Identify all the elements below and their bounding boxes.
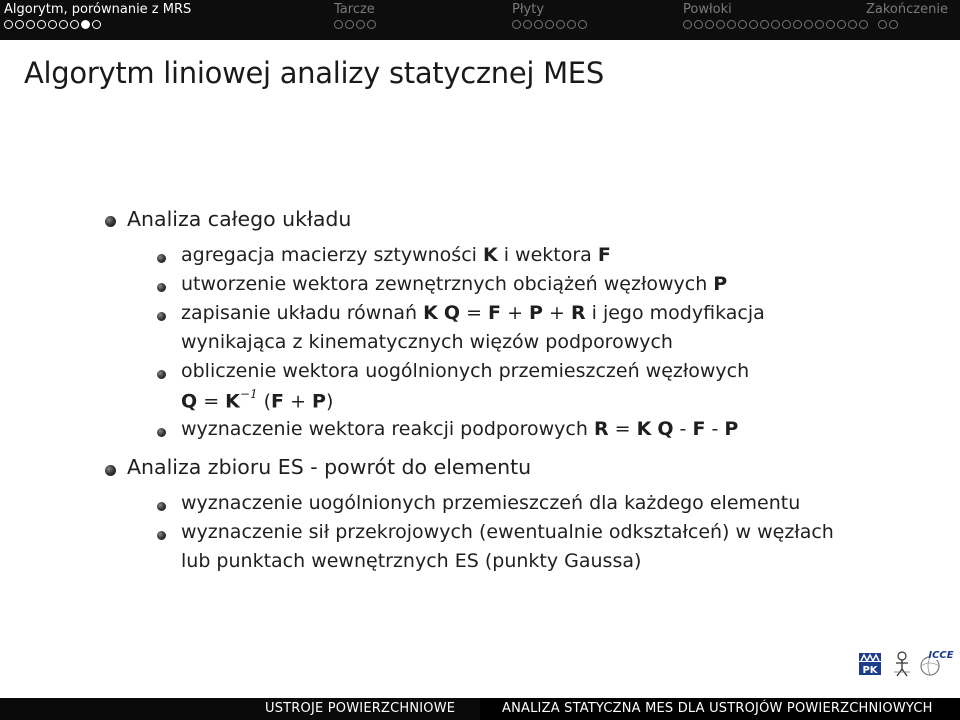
nav-section-title[interactable]: Płyty: [512, 2, 545, 17]
list-item: wyznaczenie sił przekrojowych (ewentualnie odkształceń) w węzłach: [181, 521, 834, 543]
nav-dot-gap: [870, 20, 877, 32]
matrix-symbol: K: [482, 244, 498, 266]
nav-section-title[interactable]: Zakończenie: [866, 2, 948, 17]
footer-right: [480, 698, 960, 720]
item-text: agregacja macierzy sztywności: [181, 244, 483, 266]
sub-bullet-icon: [157, 254, 166, 263]
vector-symbol: R: [570, 302, 586, 324]
sub-bullet-icon: [157, 531, 166, 540]
nav-dot[interactable]: [92, 20, 101, 29]
icce-logo: [920, 646, 954, 678]
nav-dot[interactable]: [367, 20, 376, 29]
matrix-symbol: K: [225, 390, 240, 413]
section-heading: Analiza całego układu: [127, 207, 352, 231]
nav-frame-dots: [512, 20, 588, 32]
nav-dot[interactable]: [512, 20, 521, 29]
nav-dot[interactable]: [848, 20, 857, 29]
nav-dot[interactable]: [771, 20, 780, 29]
item-text: i wektora: [497, 244, 598, 266]
nav-dot[interactable]: [859, 20, 868, 29]
icce-logo-text: ICCE: [928, 650, 954, 661]
svg-text:PK: PK: [862, 665, 878, 676]
minus-sign: -: [673, 418, 693, 440]
nav-dot[interactable]: [545, 20, 554, 29]
nav-dot[interactable]: [356, 20, 365, 29]
minus-sign: -: [705, 418, 725, 440]
vector-symbol: F: [271, 390, 285, 413]
nav-frame-dots: [683, 20, 899, 32]
sub-bullet-icon: [157, 312, 166, 321]
vector-symbol: Q: [181, 390, 198, 413]
list-item-continuation: lub punktach wewnętrznych ES (punkty Gaussa): [181, 550, 642, 572]
plus-sign: +: [501, 302, 530, 324]
nav-dot[interactable]: [26, 20, 35, 29]
sub-bullet-icon: [157, 370, 166, 379]
item-text: utworzenie wektora zewnętrznych obciążeń węzłowych: [181, 273, 714, 295]
nav-dot[interactable]: [889, 20, 898, 29]
nav-dot[interactable]: [738, 20, 747, 29]
vector-symbol: P: [312, 390, 326, 413]
equals-sign: =: [460, 302, 489, 324]
vector-symbol: F: [692, 418, 706, 440]
vector-symbol: P: [713, 273, 728, 295]
nav-dot[interactable]: [567, 20, 576, 29]
nav-dot[interactable]: [578, 20, 587, 29]
matrix-symbol: K: [636, 418, 652, 440]
plus-sign: +: [284, 390, 313, 413]
list-item: [181, 273, 727, 295]
footer-left: [0, 698, 480, 720]
nav-dot[interactable]: [683, 20, 692, 29]
nav-dot[interactable]: [878, 20, 887, 29]
nav-dot[interactable]: [48, 20, 57, 29]
vector-symbol: R: [593, 418, 609, 440]
plus-sign: +: [542, 302, 571, 324]
nav-dot[interactable]: [15, 20, 24, 29]
vector-symbol: Q: [657, 418, 674, 440]
nav-dot[interactable]: [837, 20, 846, 29]
nav-dot[interactable]: [59, 20, 68, 29]
inverse-exponent: −1: [239, 387, 258, 401]
item-text: wyznaczenie wektora reakcji podporowych: [181, 418, 594, 440]
nav-frame-dots: [334, 20, 377, 32]
list-item: wyznaczenie uogólnionych przemieszczeń dla każdego elementu: [181, 492, 801, 514]
footer-presentation-title: ANALIZA STATYCZNA MES DLA USTROJÓW POWIERZCHNIOWYCH: [502, 701, 933, 716]
section-heading: Analiza zbioru ES - powrót do elementu: [127, 455, 532, 479]
list-item: obliczenie wektora uogólnionych przemieszczeń węzłowych: [181, 360, 750, 382]
nav-dot[interactable]: [694, 20, 703, 29]
nav-dot[interactable]: [556, 20, 565, 29]
nav-dot[interactable]: [760, 20, 769, 29]
vector-symbol: P: [529, 302, 543, 324]
slide-title: Algorytm liniowej analizy statycznej MES: [24, 56, 604, 90]
sub-bullet-icon: [157, 428, 166, 437]
nav-dot-current[interactable]: [81, 20, 90, 29]
equals-sign: =: [197, 390, 226, 413]
nav-dot[interactable]: [705, 20, 714, 29]
nav-dot[interactable]: [334, 20, 343, 29]
nav-dot[interactable]: [716, 20, 725, 29]
figure-logo: [891, 650, 913, 678]
sub-bullet-icon: [157, 502, 166, 511]
matrix-symbol: K: [423, 302, 438, 324]
nav-section-title[interactable]: Tarcze: [334, 2, 375, 17]
nav-frame-dots: [4, 20, 102, 32]
nav-dot[interactable]: [804, 20, 813, 29]
vector-symbol: F: [488, 302, 502, 324]
footer-bar: [0, 698, 960, 720]
nav-dot[interactable]: [727, 20, 736, 29]
nav-dot[interactable]: [815, 20, 824, 29]
item-text: zapisanie układu równań: [181, 302, 424, 324]
vector-symbol: Q: [443, 302, 461, 324]
equals-sign: =: [608, 418, 637, 440]
nav-section-title[interactable]: Algorytm, porównanie z MRS: [4, 2, 192, 17]
university-logo: [858, 652, 882, 676]
nav-dot[interactable]: [4, 20, 13, 29]
nav-dot[interactable]: [37, 20, 46, 29]
bullet-icon: [105, 465, 116, 476]
nav-section-title[interactable]: Powłoki: [683, 2, 732, 17]
vector-symbol: P: [724, 418, 739, 440]
vector-symbol: F: [597, 244, 611, 266]
nav-dot[interactable]: [749, 20, 758, 29]
paren: (: [257, 390, 272, 413]
nav-dot[interactable]: [70, 20, 79, 29]
list-item: [181, 418, 738, 440]
item-text: i jego modyfikacja: [585, 302, 765, 324]
nav-dot[interactable]: [534, 20, 543, 29]
navigation-bar: [0, 0, 960, 40]
list-item: [181, 302, 765, 324]
nav-dot[interactable]: [782, 20, 791, 29]
list-item-continuation: wynikająca z kinematycznych więzów podporowych: [181, 331, 673, 353]
paren: ): [325, 390, 334, 413]
list-item: [181, 244, 611, 266]
nav-dot[interactable]: [345, 20, 354, 29]
nav-dot[interactable]: [523, 20, 532, 29]
nav-dot[interactable]: [793, 20, 802, 29]
nav-dot[interactable]: [826, 20, 835, 29]
bullet-icon: [105, 216, 116, 227]
footer-course-title: USTROJE POWIERZCHNIOWE: [265, 701, 456, 716]
sub-bullet-icon: [157, 283, 166, 292]
formula: [181, 389, 333, 412]
